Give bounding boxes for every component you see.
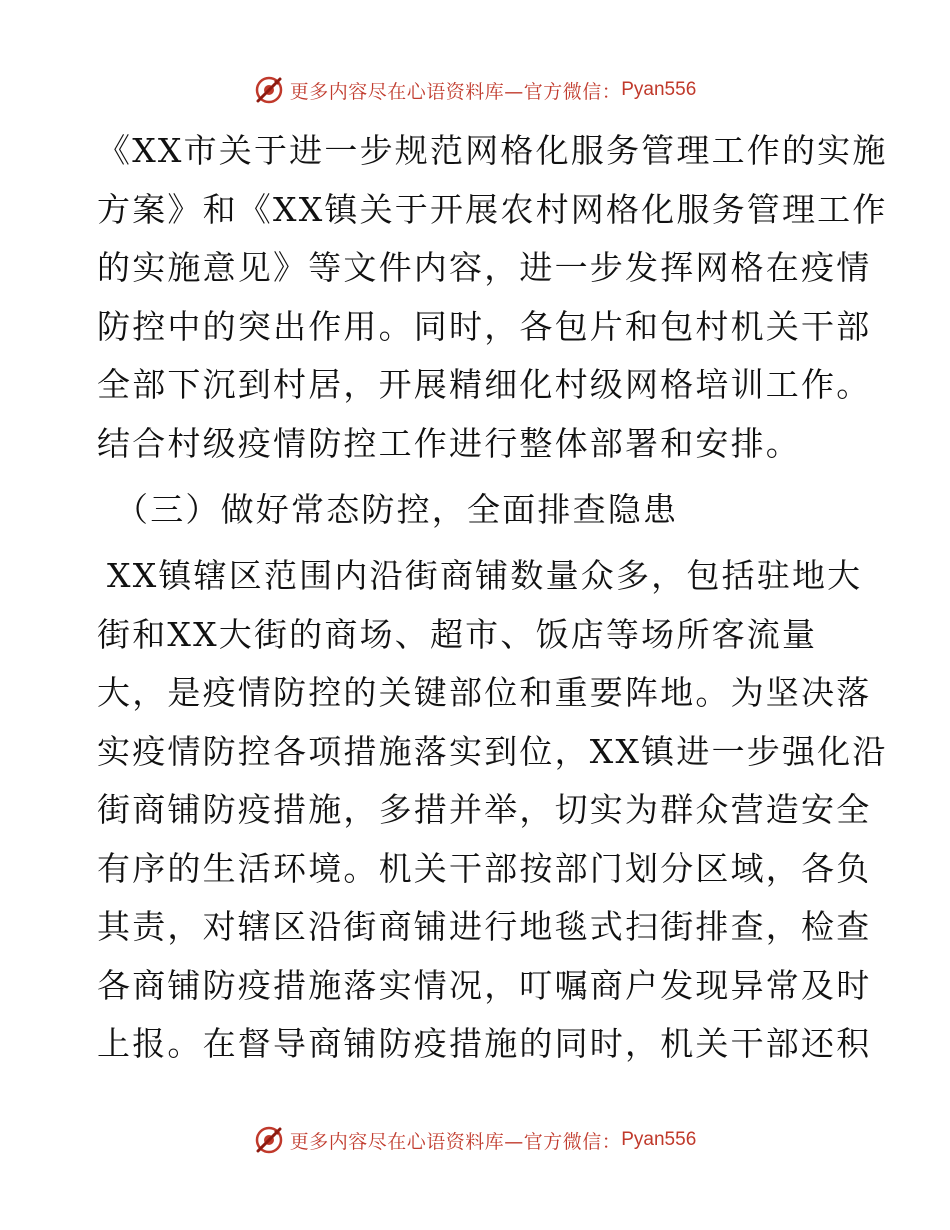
paragraph-line: 街商铺防疫措施，多措并举，切实为群众营造安全	[97, 790, 872, 829]
banner-wechat-id: Pyan556	[621, 79, 697, 100]
banner-text: 更多内容尽在心语资料库—官方微信：	[289, 80, 622, 103]
paragraph-line: 全部下沉到村居，开展精细化村级网格培训工作。	[97, 365, 872, 404]
header-banner	[0, 70, 950, 110]
brand-logo-icon	[254, 1125, 284, 1155]
document-body	[97, 122, 888, 1074]
paragraph-line: 防控中的突出作用。同时，各包片和包村机关干部	[97, 306, 872, 346]
paragraph-line: 实疫情防控各项措施落实到位，XX镇进一步强化沿	[97, 731, 888, 771]
paragraph-1	[97, 122, 888, 473]
paragraph-2	[97, 547, 888, 1074]
paragraph-line: 上报。在督导商铺防疫措施的同时，机关干部还积	[97, 1024, 872, 1063]
paragraph-line: XX镇辖区范围内沿街商铺数量众多，包括驻地大	[107, 556, 863, 595]
paragraph-line: 有序的生活环境。机关干部按部门划分区域，各负	[97, 848, 872, 888]
paragraph-line: 大，是疫情防控的关键部位和重要阵地。为坚决落	[97, 673, 872, 712]
paragraph-line: 《XX市关于进一步规范网格化服务管理工作的实施	[97, 131, 888, 170]
paragraph-line: 的实施意见》等文件内容，进一步发挥网格在疫情	[97, 248, 872, 287]
paragraph-line: 其责，对辖区沿街商铺进行地毯式扫街排查，检查	[97, 907, 872, 946]
paragraph-line: 街和XX大街的商场、超市、饭店等场所客流量	[97, 614, 818, 654]
footer-banner	[0, 1120, 950, 1160]
banner-text: 更多内容尽在心语资料库—官方微信：	[289, 1130, 622, 1153]
brand-logo-icon	[254, 75, 284, 105]
banner-wechat-id: Pyan556	[621, 1129, 697, 1150]
paragraph-line: 方案》和《XX镇关于开展农村网格化服务管理工作	[97, 189, 888, 229]
paragraph-line: 结合村级疫情防控工作进行整体部署和安排。	[97, 423, 801, 463]
section-heading: （三）做好常态防控，全面排查隐患	[115, 490, 679, 529]
paragraph-line: 各商铺防疫措施落实情况，叮嘱商户发现异常及时	[97, 965, 872, 1005]
